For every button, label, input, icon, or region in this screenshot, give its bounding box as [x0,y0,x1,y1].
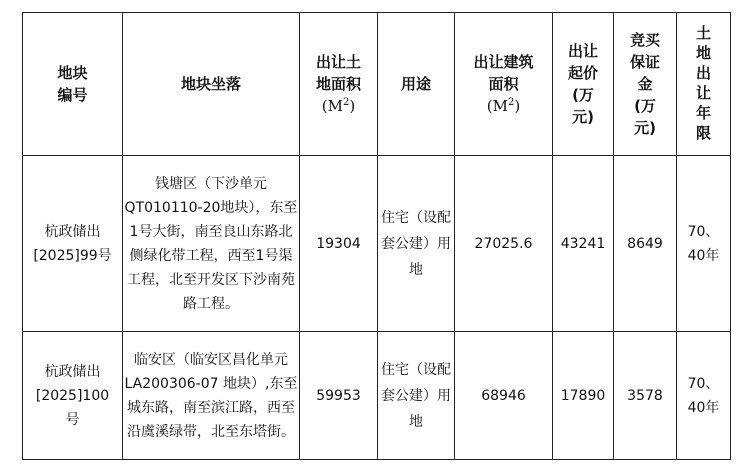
cell-floor-area: 68946 [455,332,553,460]
cell-parcel-no: 杭政储出[2025]99号 [23,155,123,331]
cell-usage: 住宅（设配套公建）用地 [378,155,455,331]
cell-start-price: 17890 [553,332,614,460]
cell-term: 70、40年 [677,155,731,331]
header-term: 土地出让年限 [677,13,731,156]
cell-deposit: 8649 [614,155,677,331]
cell-floor-area: 27025.6 [455,155,553,331]
land-parcel-table [22,12,731,460]
header-floor-area: 出让建筑面积 $(M^2)$ [455,13,553,156]
cell-land-area: 59953 [300,332,378,460]
cell-location: 临安区（临安区昌化单元 LA200306-07 地块）,东至城东路，南至滨江路，西至沿虞溪绿带，北至东塔街。 [123,332,300,460]
header-parcel-no: 地块编号 [23,13,123,156]
cell-start-price: 43241 [553,155,614,331]
table-row [23,332,731,460]
header-usage: 用途 [378,13,455,156]
cell-usage: 住宅（设配套公建）用地 [378,332,455,460]
header-start-price: 出让起价 (万元) [553,13,614,156]
cell-land-area: 19304 [300,155,378,331]
cell-location: 钱塘区（下沙单元QT010110-20地块），东至1号大街，南至良山东路北侧绿化带工程，西至1号渠工程，北至开发区下沙南苑路工程。 [123,155,300,331]
table-row [23,155,731,331]
header-deposit: 竞买保证金 (万元) [614,13,677,156]
header-row [23,13,731,156]
header-land-area: 出让土地面积 $(M^2)$ [300,13,378,156]
cell-term: 70、40年 [677,332,731,460]
cell-parcel-no: 杭政储出[2025]100号 [23,332,123,460]
cell-deposit: 3578 [614,332,677,460]
header-location: 地块坐落 [123,13,300,156]
